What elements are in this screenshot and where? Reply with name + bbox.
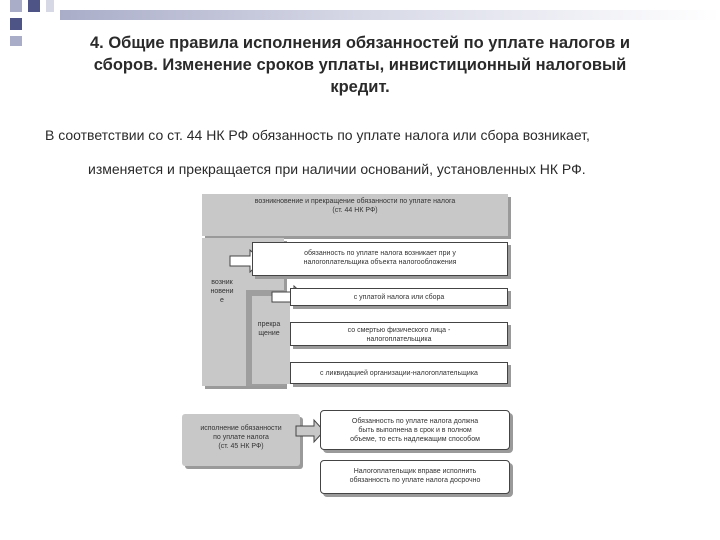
header-box: [202, 194, 508, 236]
arise-box: [252, 242, 508, 276]
stop-region-inner: [252, 296, 290, 384]
execution-item-2: [320, 460, 510, 494]
label-stop: [250, 320, 288, 338]
header-line-1: возникновение и прекращение обязанности по уплате налога: [254, 198, 456, 205]
label-arise: [203, 278, 241, 305]
top-accent-bar: [60, 10, 720, 20]
execution-line-1: исполнение обязанности: [200, 425, 282, 432]
title-line-1: 4. Общие правила исполнения обязанностей по уплате налогов и: [89, 34, 630, 52]
arise-line-2: налогоплательщика объекта налогообложения: [303, 259, 457, 266]
stop-item-2: [290, 322, 508, 346]
label-arise-line-1: возник: [211, 279, 233, 286]
execution-item-2-line-1: Налогоплательщик вправе исполнить: [353, 468, 477, 475]
title-line-3: кредит.: [330, 78, 390, 96]
intro-line-2: изменяется и прекращается при наличии оснований, установленных НК РФ.: [88, 161, 586, 177]
stop-item-1-line-1: с уплатой налога или сбора: [353, 294, 445, 301]
intro-line-1: В соответствии со ст. 44 НК РФ обязанность по уплате налога или сбора возникает,: [45, 127, 590, 143]
slide-title: [40, 32, 680, 98]
stop-item-3: [290, 362, 508, 384]
corner-square-1: [10, 0, 22, 12]
label-arise-line-3: е: [220, 297, 224, 304]
execution-line-2: по уплате налога: [213, 434, 269, 441]
arise-line-1: обязанность по уплате налога возникает при у: [304, 250, 456, 257]
stop-item-2-line-1: со смертью физического лица -: [347, 327, 451, 334]
stop-item-3-line-1: с ликвидацией организации-налогоплательщика: [320, 370, 478, 377]
corner-square-4: [10, 18, 22, 30]
corner-square-3: [46, 0, 54, 12]
corner-square-2: [28, 0, 40, 12]
execution-item-1-line-1: Обязанность по уплате налога должна: [351, 418, 479, 425]
execution-item-1-line-2: быть выполнена в срок и в полном: [358, 427, 472, 434]
execution-item-2-line-2: обязанность по уплате налога досрочно: [349, 477, 481, 484]
execution-item-1: [320, 410, 510, 450]
label-stop-line-2: щение: [258, 330, 280, 337]
header-line-2: (ст. 44 НК РФ): [332, 207, 378, 214]
stop-item-2-line-2: налогоплательщика: [366, 336, 432, 343]
corner-square-5: [10, 36, 22, 46]
stop-item-1: [290, 288, 508, 306]
execution-item-1-line-3: объеме, то есть надлежащим способом: [350, 436, 480, 443]
execution-box: [182, 414, 300, 466]
title-line-2: сборов. Изменение сроков уплаты, инвистиционный налоговый: [93, 56, 627, 74]
execution-line-3: (ст. 45 НК РФ): [218, 443, 264, 450]
label-arise-line-2: новени: [210, 288, 234, 295]
label-stop-line-1: прекра: [257, 321, 281, 328]
